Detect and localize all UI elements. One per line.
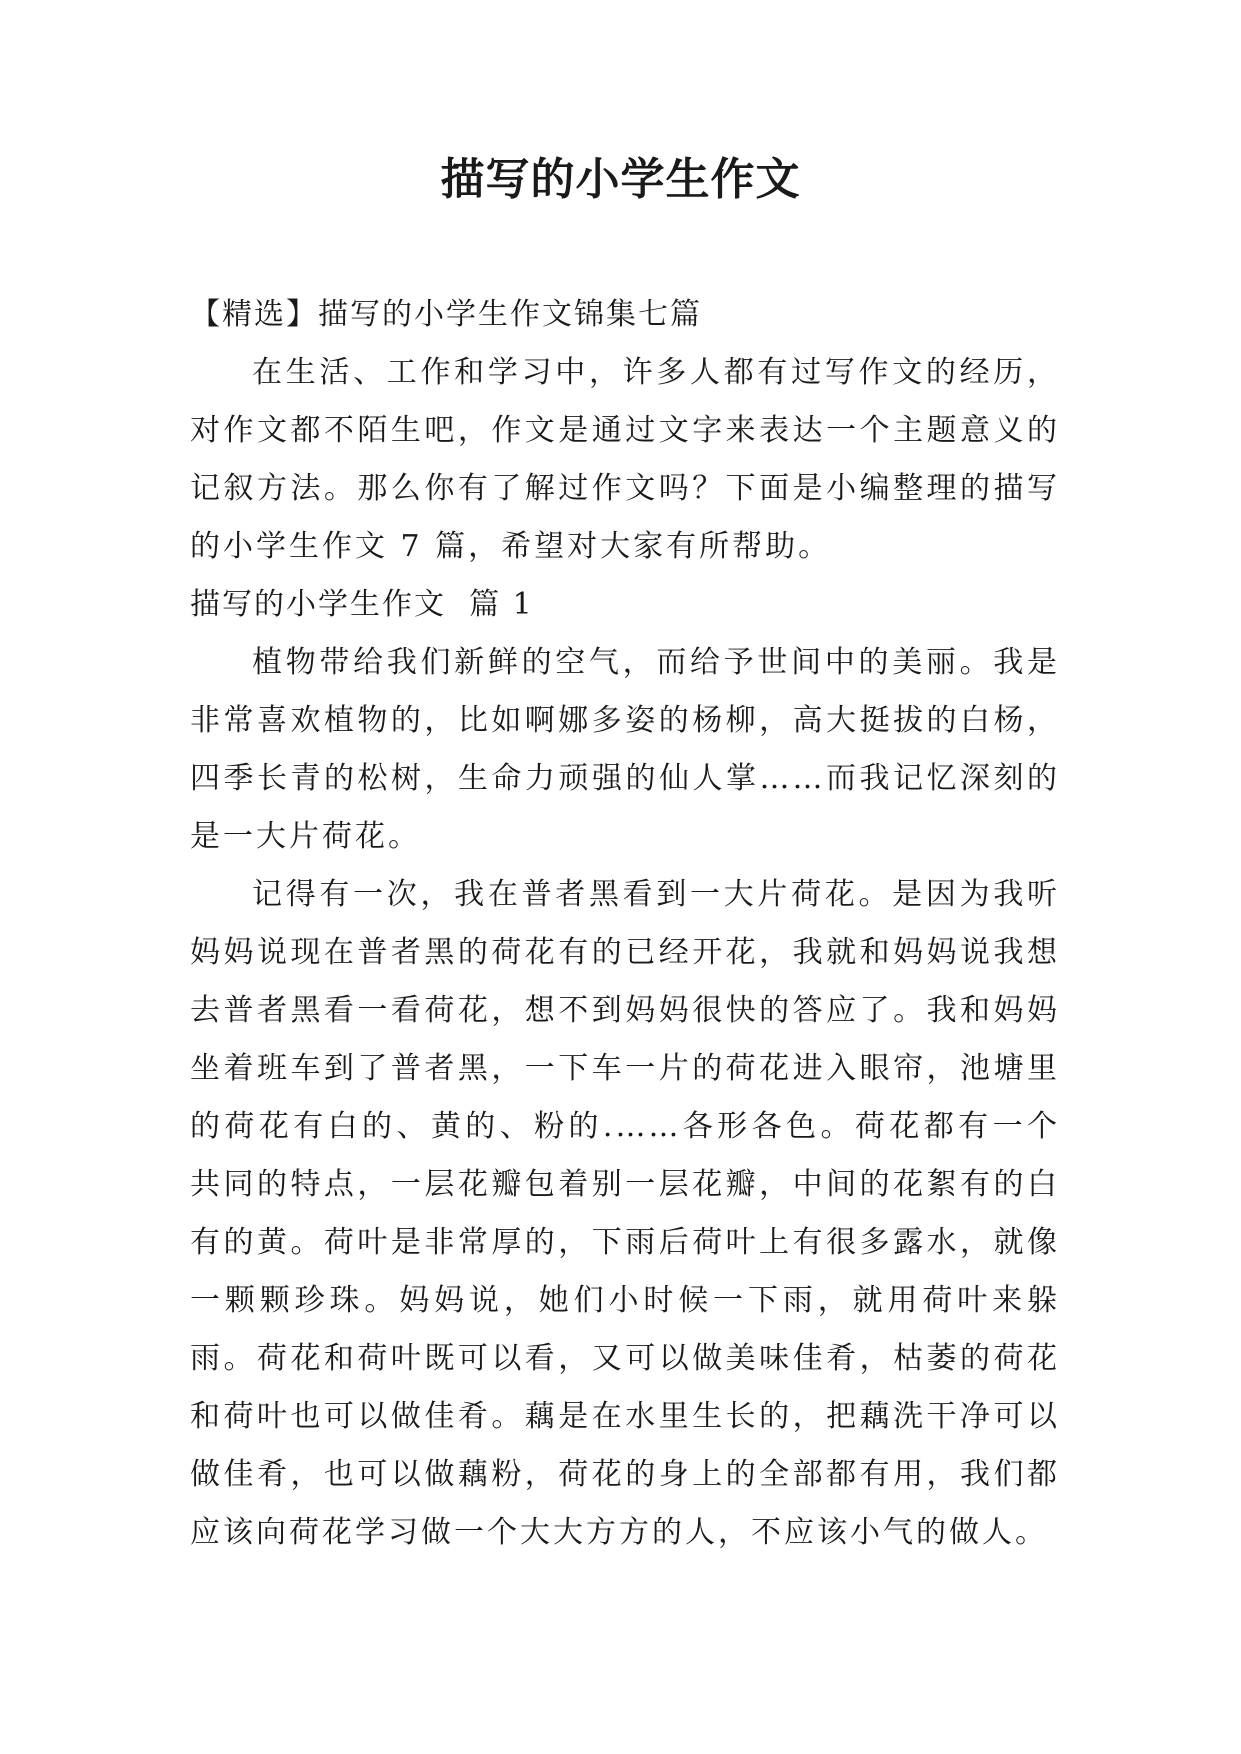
intro-paragraph: 在生活、工作和学习中，许多人都有过写作文的经历，对作文都不陌生吧，作文是通过文字来表达一个主题意义的记叙方法。那么你有了解过作文吗？下面是小编整理的描写的小学生作文 7 篇，希望对大家有所帮助。: [190, 355, 1060, 564]
document-subtitle: 【精选】描写的小学生作文锦集七篇: [190, 297, 702, 332]
section-heading: 描写的小学生作文 篇 1: [190, 587, 534, 622]
body-paragraph: 植物带给我们新鲜的空气，而给予世间中的美丽。我是非常喜欢植物的，比如啊娜多姿的杨柳，高大挺拔的白杨，四季长青的松树，生命力顽强的仙人掌……而我记忆深刻的是一大片荷花。: [190, 645, 1060, 854]
body-paragraph: 记得有一次，我在普者黑看到一大片荷花。是因为我听妈妈说现在普者黑的荷花有的已经开花，我就和妈妈说我想去普者黑看一看荷花，想不到妈妈很快的答应了。我和妈妈坐着班车到了普者黑，一下车一片的荷花进入眼帘，池塘里的荷花有白的、黄的、粉的.……各形各色。荷花都有一个共同的特点，一层花瓣包着别一层花瓣，中间的花絮有的白有的黄。荷叶是非常厚的，下雨后荷叶上有很多露水，就像一颗颗珍珠。妈妈说，她们小时候一下雨，就用荷叶来躲雨。荷花和荷叶既可以看，又可以做美味佳肴，枯萎的荷花和荷叶也可以做佳肴。藕是在水里生长的，把藕洗干净可以做佳肴，也可以做藕粉，荷花的身上的全部都有用，我们都应该向荷花学习做一个大大方方的人，不应该小气的做人。: [190, 877, 1060, 1550]
document-title: 描写的小学生作文: [440, 154, 801, 205]
document-body: [190, 286, 1060, 1562]
